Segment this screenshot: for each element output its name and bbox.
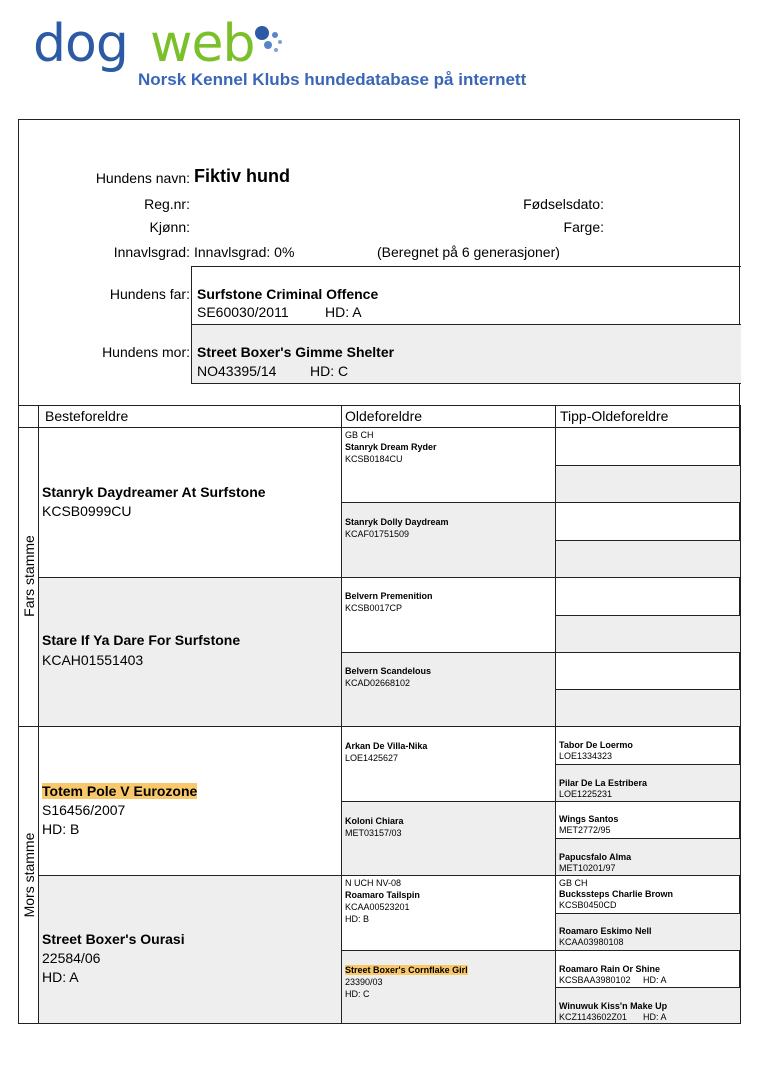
great-great-grandparent-cell: [555, 913, 741, 951]
great-grandparent-reg: 23390/03: [345, 977, 383, 987]
inbreeding-label: Innavlsgrad:: [113, 244, 190, 260]
mother-hd: HD: C: [310, 363, 349, 379]
great-great-grandparent-reg: KCSB0450CD: [559, 900, 617, 910]
great-great-grandparent-cell: [555, 615, 741, 653]
grandparent-reg: KCSB0999CU: [42, 503, 132, 519]
great-great-grandparent-reg: KCZ1143602Z01: [559, 1012, 627, 1022]
great-grandparent-name: Belvern Premenition: [345, 591, 433, 601]
great-grandparent-name: Stanryk Dream Ryder: [345, 442, 437, 452]
grandparent-reg: 22584/06: [42, 950, 101, 966]
great-great-grandparent-reg: LOE1334323: [559, 751, 613, 761]
sire-line-column: [18, 427, 39, 727]
col-header-great-great-grandparents-text: Tipp-Oldeforeldre: [560, 408, 669, 424]
great-great-grandparent-name: Pilar De La Estribera: [559, 778, 648, 788]
great-great-grandparent-name: Winuwuk Kiss'n Make Up: [559, 1001, 668, 1011]
birthdate-label: Fødselsdato:: [523, 196, 604, 212]
name-label: Hundens navn:: [95, 170, 190, 186]
logo-dots-icon: [250, 24, 290, 54]
col-header-great-grandparents-text: Oldeforeldre: [345, 408, 423, 424]
great-grandparent-name: Belvern Scandelous: [345, 666, 432, 676]
great-great-grandparent-cell: [555, 577, 741, 616]
great-great-grandparent-title: GB CH: [559, 878, 588, 888]
header-spacer: [18, 405, 39, 428]
great-grandparent-reg: KCAA00523201: [345, 902, 410, 912]
great-great-grandparent-hd: HD: A: [643, 975, 667, 985]
grandparent-name: Stanryk Daydreamer At Surfstone: [42, 484, 266, 500]
great-great-grandparent-reg: LOE1225231: [559, 789, 613, 799]
grandparent-cell: [38, 875, 342, 1024]
great-great-grandparent-cell: [555, 465, 741, 503]
great-great-grandparent-name: Papucsfalo Alma: [559, 852, 632, 862]
great-great-grandparent-cell: [555, 540, 741, 578]
grandparent-name: Stare If Ya Dare For Surfstone: [42, 632, 241, 648]
grandparent-name: Totem Pole V Eurozone: [42, 783, 198, 799]
sire-line-label: Fars stamme: [21, 535, 37, 617]
grandparent-name: Street Boxer's Ourasi: [42, 931, 185, 947]
col-header-great-great-grandparents: [555, 405, 741, 428]
logo-web-text: web: [150, 14, 255, 74]
great-grandparent-name: Koloni Chiara: [345, 816, 404, 826]
grandparent-reg: KCAH01551403: [42, 652, 144, 668]
great-great-grandparent-cell: [555, 502, 741, 541]
great-great-grandparent-cell: [555, 838, 741, 876]
great-grandparent-reg: MET03157/03: [345, 828, 402, 838]
great-grandparent-cell: [341, 950, 556, 1024]
father-box: [191, 266, 741, 325]
col-header-great-grandparents: [341, 405, 556, 428]
great-grandparent-title: GB CH: [345, 430, 374, 440]
regnr-label: Reg.nr:: [144, 196, 190, 212]
dog-name: Fiktiv hund: [194, 166, 290, 186]
great-great-grandparent-cell: [555, 987, 741, 1024]
great-grandparent-name: Street Boxer's Cornflake Girl: [345, 965, 468, 975]
grandparent-cell: [38, 427, 342, 578]
great-great-grandparent-cell: [555, 652, 741, 690]
great-great-grandparent-cell: [555, 427, 741, 466]
mother-reg: NO43395/14: [197, 363, 277, 379]
great-great-grandparent-reg: MET10201/97: [559, 863, 616, 873]
father-label: Hundens far:: [109, 286, 190, 302]
sex-label: Kjønn:: [149, 219, 190, 235]
great-grandparent-cell: [341, 726, 556, 802]
great-great-grandparent-name: Wings Santos: [559, 814, 619, 824]
great-great-grandparent-hd: HD: A: [643, 1012, 667, 1022]
grandparent-hd: HD: B: [42, 821, 80, 837]
great-great-grandparent-cell: [555, 689, 741, 727]
grandparent-reg: S16456/2007: [42, 802, 126, 818]
color-label: Farge:: [563, 219, 604, 235]
great-great-grandparent-cell: [555, 950, 741, 988]
mother-box: [191, 324, 741, 384]
father-hd: HD: A: [325, 304, 362, 320]
mother-label: Hundens mor:: [102, 344, 190, 360]
great-great-grandparent-name: Roamaro Eskimo Nell: [559, 926, 652, 936]
inbreeding-note: (Beregnet på 6 generasjoner): [377, 244, 560, 260]
great-grandparent-reg: KCAD02668102: [345, 678, 411, 688]
great-great-grandparent-reg: KCAA03980108: [559, 937, 624, 947]
inbreeding-value: Innavlsgrad: 0%: [194, 244, 295, 260]
great-grandparent-hd: HD: B: [345, 914, 370, 924]
great-grandparent-hd: HD: C: [345, 989, 370, 999]
great-great-grandparent-name: Buckssteps Charlie Brown: [559, 889, 674, 899]
great-great-grandparent-cell: [555, 801, 741, 839]
great-great-grandparent-name: Tabor De Loermo: [559, 740, 633, 750]
great-grandparent-cell: [341, 875, 556, 951]
great-great-grandparent-cell: [555, 726, 741, 765]
great-great-grandparent-cell: [555, 875, 741, 914]
dam-line-column: [18, 726, 39, 1024]
tagline: Norsk Kennel Klubs hundedatabase på internett: [138, 70, 527, 89]
great-grandparent-cell: [341, 652, 556, 727]
great-grandparent-name: Stanryk Dolly Daydream: [345, 517, 449, 527]
great-grandparent-reg: KCSB0017CP: [345, 603, 403, 613]
great-grandparent-cell: [341, 577, 556, 653]
great-grandparent-reg: KCAF01751509: [345, 529, 410, 539]
grandparent-cell: [38, 726, 342, 876]
great-great-grandparent-reg: MET2772/95: [559, 825, 611, 835]
great-grandparent-title: N UCH NV-08: [345, 878, 402, 888]
col-header-grandparents: [38, 405, 342, 428]
dam-line-label: Mors stamme: [21, 832, 37, 918]
great-grandparent-cell: [341, 502, 556, 578]
logo-dog-text: dog: [33, 14, 128, 74]
grandparent-hd: HD: A: [42, 969, 79, 985]
great-great-grandparent-reg: KCSBAA3980102: [559, 975, 631, 985]
great-grandparent-name: Arkan De Villa-Nika: [345, 741, 428, 751]
great-grandparent-name: Roamaro Tailspin: [345, 890, 420, 900]
great-great-grandparent-cell: [555, 764, 741, 802]
great-grandparent-reg: KCSB0184CU: [345, 454, 403, 464]
col-header-grandparents-text: Besteforeldre: [45, 408, 129, 424]
grandparent-cell: [38, 577, 342, 727]
father-reg: SE60030/2011: [197, 304, 289, 320]
great-grandparent-cell: [341, 801, 556, 876]
great-great-grandparent-name: Roamaro Rain Or Shine: [559, 964, 661, 974]
great-grandparent-reg: LOE1425627: [345, 753, 399, 763]
mother-name: Street Boxer's Gimme Shelter: [197, 344, 395, 360]
father-name: Surfstone Criminal Offence: [197, 286, 379, 302]
great-grandparent-cell: [341, 427, 556, 503]
